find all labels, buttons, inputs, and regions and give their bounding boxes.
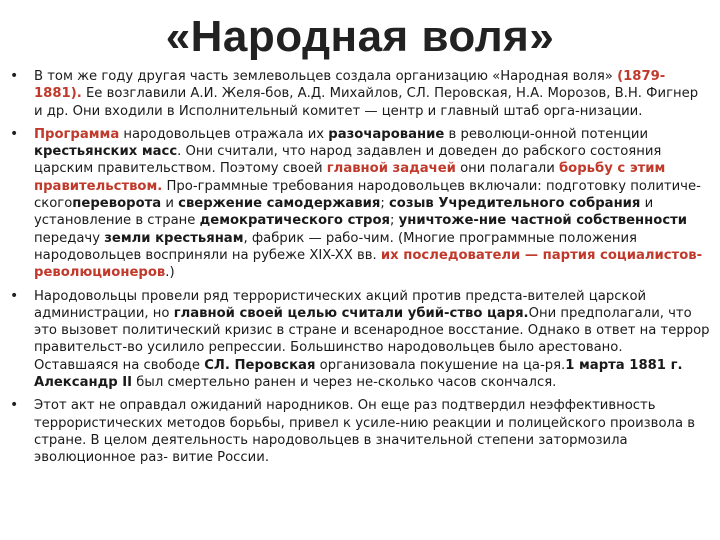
text-segment: Программа <box>34 126 120 142</box>
text-segment: Про-граммные требования народовольцев включали: подготовку политиче-ского <box>34 178 701 212</box>
text-segment: их последователи — партия социалистов- революционеров <box>34 247 703 281</box>
text-segment: СЛ. Перовская <box>204 357 316 373</box>
text-segment: организовала покушение на ца-ря. <box>315 357 566 373</box>
text-segment: борьбу с этим правительством. <box>34 161 666 194</box>
text-segment: крестьянских масс <box>34 144 178 160</box>
bullet-paragraph <box>10 68 710 120</box>
text-segment: Ее возглавили А.И. Желя-бов, А.Д. Михайлов, СЛ. Перовская, Н.А. Морозов, В.Н. Фигнер и др. Они входили в Исполнительный комитет — центр и главный штаб орга-низации. <box>34 86 699 119</box>
text-segment: Народовольцы провели ряд террористических акций против предста-вителей царской администрации, но <box>34 288 647 321</box>
text-segment: уничтоже-ние частной собственности <box>398 213 688 229</box>
text-segment: главной своей целью считали убий-ство царя. <box>173 305 529 321</box>
text-segment: передачу <box>34 230 105 246</box>
bullet-paragraph <box>10 288 710 392</box>
text-segment: .) <box>165 265 175 281</box>
text-segment: , фабрик — рабо-чим. (Многие программные положения народовольцев восприняли на рубеже XIX-XX вв. <box>34 230 637 263</box>
text-segment: Они предполагали, что это вызовет политический кризис в стране и всенародное восстание. Однако в ответ на террор правительст-во усилило репрессии. Большинство народовольцев было арестовано. Оставшаяся на свободе <box>34 305 710 373</box>
text-segment: свержение самодержавия <box>178 196 381 212</box>
text-segment: разочарование <box>328 126 445 142</box>
text-segment: народовольцев отражала их <box>119 126 329 142</box>
text-segment: переворота <box>72 196 162 212</box>
bullet-list <box>10 68 710 473</box>
text-segment: демократического строя <box>199 213 391 229</box>
page-title: «Народная воля» <box>165 12 555 61</box>
text-segment: 1 марта 1881 г. Александр II <box>34 357 683 391</box>
text-segment: Этот акт не оправдал ожиданий народников. Он еще раз подтвердил неэффективность террористических методов борьбы, привел к усиле-нию реакции и полицейского произвола в стране. В целом деятельность народовольцев в значительной степени затормозила эволюционное раз- витие России. <box>34 398 695 466</box>
text-segment: (1879-1881). <box>34 69 666 102</box>
text-segment: земли крестьянам <box>104 230 244 246</box>
text-segment: В том же году другая часть землевольцев создала организацию «Народная воля» <box>34 69 618 84</box>
text-segment: созыв Учредительного собрания <box>388 196 641 212</box>
text-segment: . Они считали, что народ задавлен и доведен до рабского состояния царским правительством. Поэтому своей <box>34 144 662 177</box>
text-segment: они полагали <box>455 161 559 177</box>
text-segment: был смертельно ранен и через не-сколько часов скончался. <box>132 375 557 391</box>
bullet-paragraph <box>10 397 710 466</box>
text-segment: ; <box>390 213 399 229</box>
bullet-paragraph <box>10 126 710 282</box>
text-segment: в революци-онной потенции <box>444 126 649 142</box>
text-segment: и установление в стране <box>34 196 654 229</box>
text-segment: ; <box>380 196 389 212</box>
text-segment: и <box>161 196 179 212</box>
text-segment: главной задачей <box>326 161 456 177</box>
